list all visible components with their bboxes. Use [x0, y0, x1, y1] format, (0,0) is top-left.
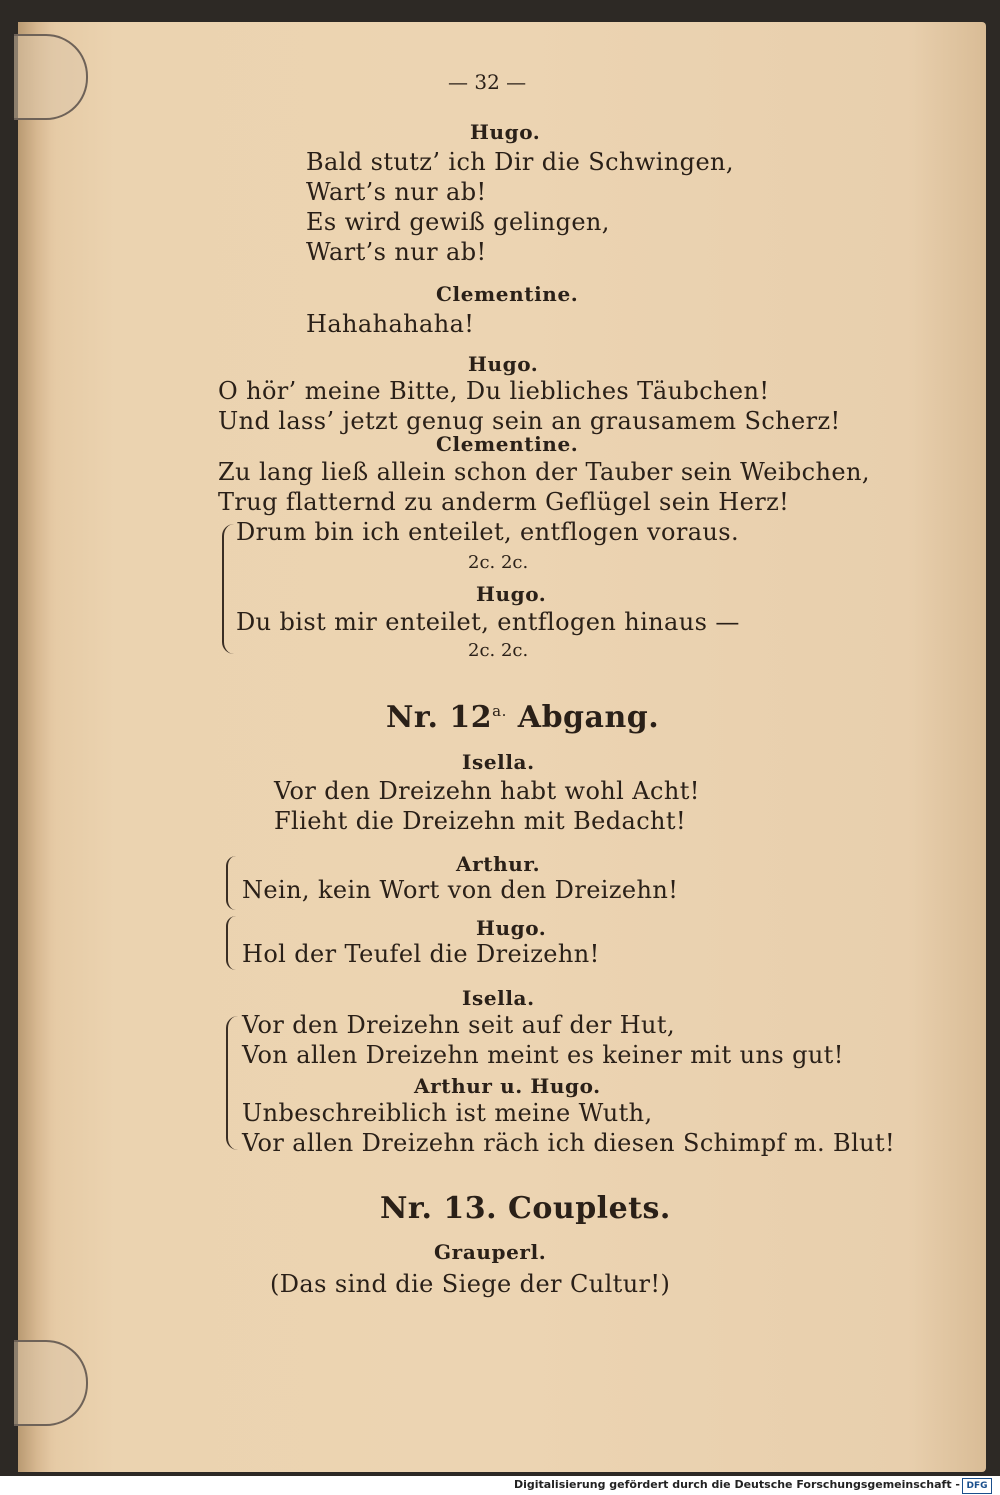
verse-line: Es wird gewiß gelingen,	[306, 208, 610, 236]
speaker-arthur-and-hugo: Arthur u. Hugo.	[414, 1074, 601, 1098]
verse-line: Vor allen Dreizehn räch ich diesen Schimpf m. Blut!	[242, 1129, 896, 1157]
verse-line: Flieht die Dreizehn mit Bedacht!	[274, 807, 686, 835]
brace-bracket	[226, 1016, 238, 1150]
verse-line: Hol der Teufel die Dreizehn!	[242, 940, 600, 968]
verse-line: Hahahahaha!	[306, 310, 475, 338]
verse-line: O hör’ meine Bitte, Du liebliches Täubchen!	[218, 377, 770, 405]
page-spine-shadow	[18, 22, 50, 1472]
verse-line: Drum bin ich enteilet, entflogen voraus.	[236, 518, 740, 546]
heading-title: Abgang.	[506, 700, 660, 735]
verse-line: Von allen Dreizehn meint es keiner mit uns gut!	[242, 1041, 844, 1069]
verse-line: Zu lang ließ allein schon der Tauber sein Weibchen,	[218, 458, 870, 486]
verse-line: Unbeschreiblich ist meine Wuth,	[242, 1099, 653, 1127]
verse-line: Vor den Dreizehn seit auf der Hut,	[242, 1011, 675, 1039]
stage-direction: (Das sind die Siege der Cultur!)	[270, 1270, 671, 1298]
speaker-clementine: Clementine.	[436, 432, 579, 456]
etc-marker: 2c. 2c.	[468, 552, 529, 573]
brace-bracket	[222, 524, 234, 654]
speaker-hugo: Hugo.	[476, 916, 547, 940]
section-heading: Nr. 13. Couplets.	[380, 1191, 671, 1226]
brace-bracket	[226, 856, 236, 910]
speaker-isella: Isella.	[462, 750, 535, 774]
heading-superscript: a.	[492, 702, 507, 720]
heading-number: Nr. 12	[386, 700, 493, 735]
page-number: — 32 —	[448, 70, 527, 94]
speaker-hugo: Hugo.	[470, 120, 541, 144]
footer-credit: Digitalisierung gefördert durch die Deutsche Forschungsgemeinschaft -	[513, 1478, 960, 1491]
digitization-footer	[0, 1476, 1000, 1495]
speaker-isella: Isella.	[462, 986, 535, 1010]
verse-line: Du bist mir enteilet, entflogen hinaus —	[236, 608, 740, 636]
verse-line: Nein, kein Wort von den Dreizehn!	[242, 876, 679, 904]
speaker-hugo: Hugo.	[476, 582, 547, 606]
etc-marker: 2c. 2c.	[468, 640, 529, 661]
verse-line: Wart’s nur ab!	[306, 238, 487, 266]
verse-line: Vor den Dreizehn habt wohl Acht!	[274, 777, 700, 805]
speaker-arthur: Arthur.	[456, 852, 541, 876]
brace-bracket	[226, 916, 236, 970]
verse-line: Und lass’ jetzt genug sein an grausamem Scherz!	[218, 407, 841, 435]
dfg-logo: DFG	[962, 1478, 992, 1494]
verse-line: Trug flatternd zu anderm Geflügel sein Herz!	[218, 488, 790, 516]
section-heading	[386, 700, 660, 735]
speaker-grauperl: Grauperl.	[434, 1240, 547, 1264]
verse-line: Wart’s nur ab!	[306, 178, 487, 206]
verse-line: Bald stutz’ ich Dir die Schwingen,	[306, 148, 734, 176]
speaker-hugo: Hugo.	[468, 352, 539, 376]
speaker-clementine: Clementine.	[436, 282, 579, 306]
